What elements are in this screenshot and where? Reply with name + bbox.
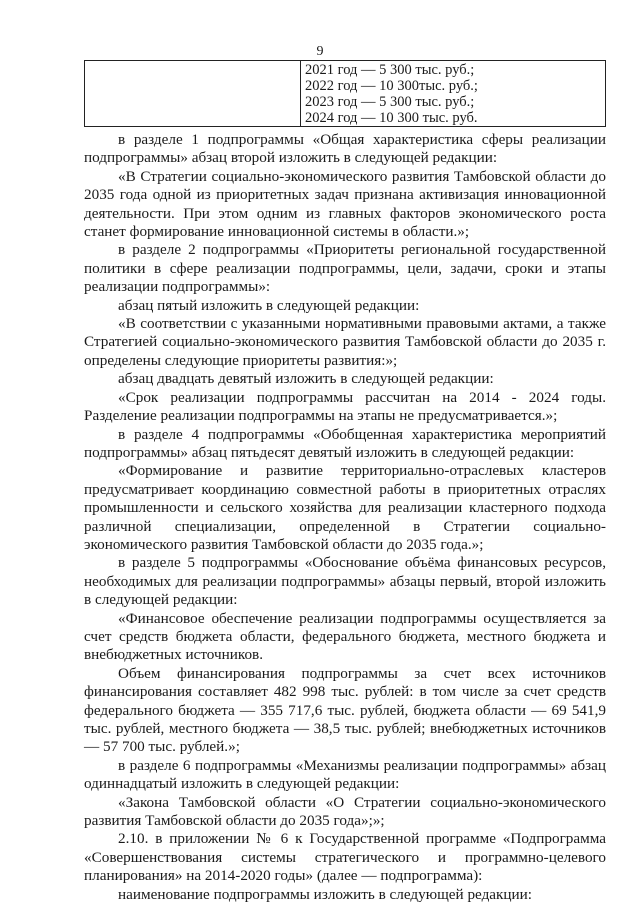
paragraph: в разделе 2 подпрограммы «Приоритеты региональной государственной политики в сфере реализации подпрограммы, цели, задачи, сроки и этапы реализации подпрограммы»: bbox=[84, 241, 606, 296]
table-right-cell bbox=[301, 61, 605, 126]
paragraph: в разделе 1 подпрограммы «Общая характеристика сферы реализации подпрограммы» абзац второй изложить в следующей редакции: bbox=[84, 131, 606, 167]
paragraph: наименование подпрограммы изложить в следующей редакции: bbox=[118, 885, 533, 903]
paragraph: «Срок реализации подпрограммы рассчитан на 2014 - 2024 годы. Разделение реализации подпрограммы на этапы не предусматривается.»; bbox=[84, 388, 606, 425]
table-row: 2024 год — 10 300 тыс. руб. bbox=[305, 110, 478, 126]
paragraph: «В соответствии с указанными нормативными правовыми актами, а также Стратегией социально-экономического развития Тамбовской области до 2035 г. определены следующие приоритеты развития:»; bbox=[84, 315, 606, 369]
financing-table bbox=[84, 60, 606, 127]
table-row: 2021 год — 5 300 тыс. руб.; bbox=[305, 62, 475, 78]
paragraph: 2.10. в приложении № 6 к Государственной программе «Подпрограмма «Совершенствования системы стратегического и программно-целевого планирования» на 2014-2020 годы» (далее — подпрограмма): bbox=[84, 830, 606, 885]
paragraph: в разделе 4 подпрограммы «Обобщенная характеристика мероприятий подпрограммы» абзац пятьдесят девятый изложить в следующей редакции: bbox=[84, 425, 606, 461]
table-row: 2023 год — 5 300 тыс. руб.; bbox=[305, 94, 475, 110]
table-row: 2022 год — 10 300тыс. руб.; bbox=[305, 78, 478, 94]
document-body bbox=[84, 131, 606, 904]
paragraph: в разделе 5 подпрограммы «Обоснование объёма финансовых ресурсов, необходимых для реализации подпрограммы» абзацы первый, второй изложить в следующей редакции: bbox=[84, 554, 606, 609]
paragraph: «Финансовое обеспечение реализации подпрограммы осуществляется за счет средств бюджета области, федерального бюджета, местного бюджета и внебюджетных источников. bbox=[84, 609, 606, 664]
paragraph: Объем финансирования подпрограммы за счет всех источников финансирования составляет 482 998 тыс. рублей: в том числе за счет средств федерального бюджета — 355 717,6 тыс. рублей, бюджета области — 69 541,9 тыс. рублей, местного бюджета — 38,5 тыс. рублей; внебюджетных источников — 57 700 тыс. рублей.»; bbox=[84, 664, 606, 756]
paragraph: абзац пятый изложить в следующей редакции: bbox=[118, 296, 420, 314]
page-number: 9 bbox=[316, 44, 324, 59]
paragraph: в разделе 6 подпрограммы «Механизмы реализации подпрограммы» абзац одиннадцатый изложить в следующей редакции: bbox=[84, 756, 606, 793]
paragraph: абзац двадцать девятый изложить в следующей редакции: bbox=[118, 370, 494, 388]
table-left-cell bbox=[85, 61, 301, 126]
paragraph: «В Стратегии социально-экономического развития Тамбовской области до 2035 года одной из приоритетных задач признана активизация инновационной деятельности. При этом одним из главных факторов экономического роста станет формирование инновационной системы в области.»; bbox=[84, 167, 606, 241]
paragraph: «Формирование и развитие территориально-отраслевых кластеров предусматривает координацию совместной работы в приоритетных отраслях промышленности и сельского хозяйства для реализации кластерного подхода различной специализации, определенной в Стратегии социально-экономического развития Тамбовской области до 2035 года.»; bbox=[84, 462, 606, 553]
paragraph: «Закона Тамбовской области «О Стратегии социально-экономического развития Тамбовской области до 2035 года»;»; bbox=[84, 793, 606, 830]
